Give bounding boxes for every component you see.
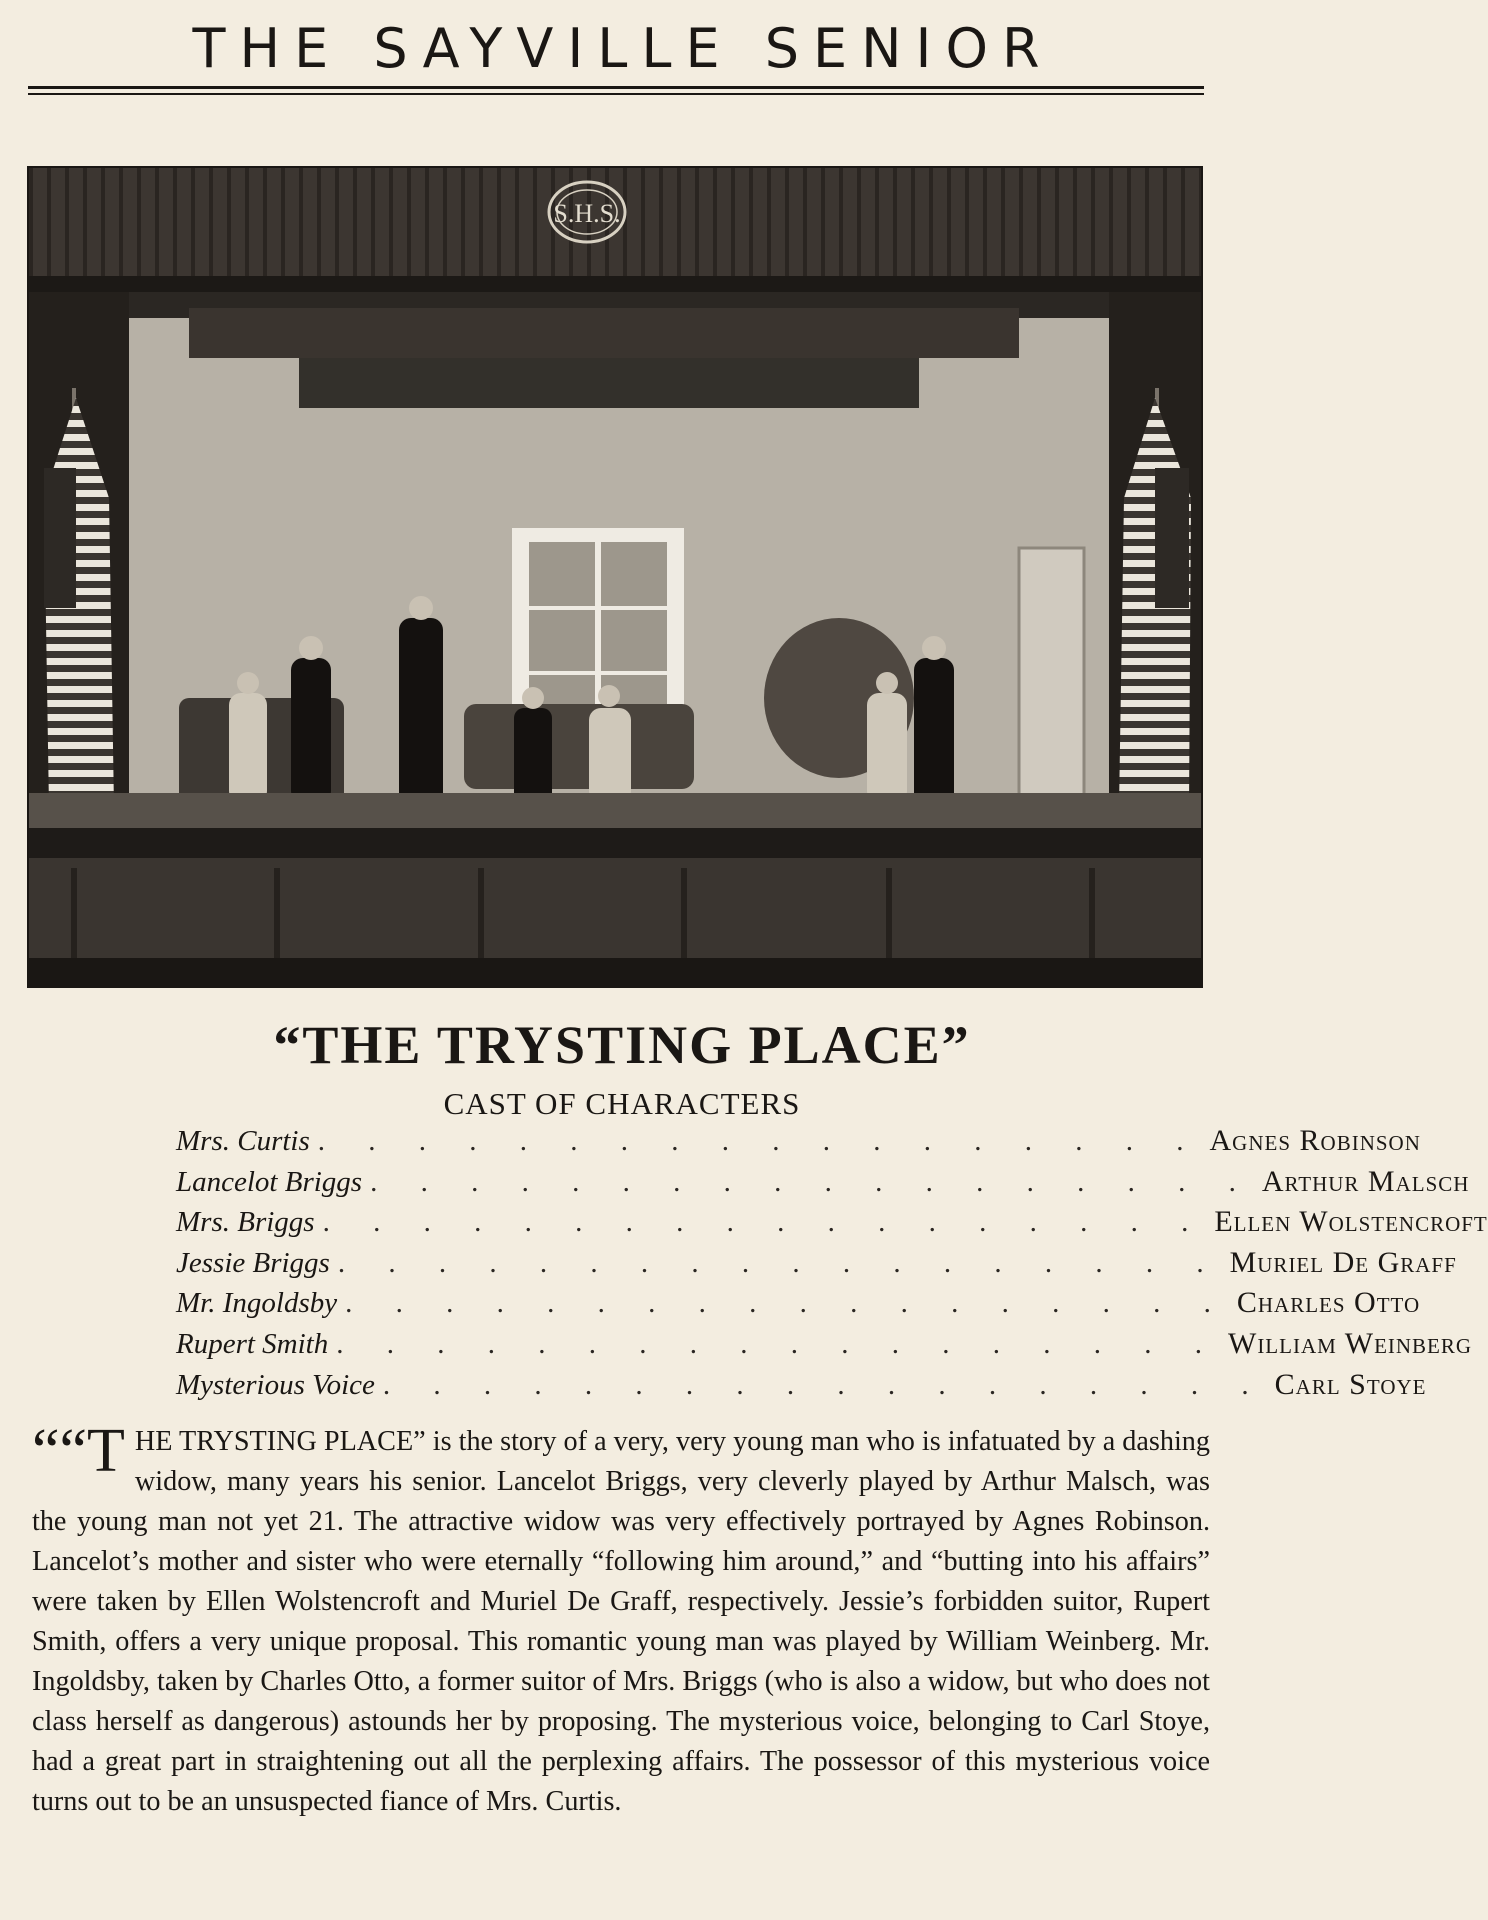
cast-list (176, 1124, 1488, 1408)
character-name: Mysterious Voice (176, 1368, 375, 1401)
header-rule-thick (28, 86, 1204, 89)
leader-dots: . . . . . . . . . . . . . . . . . . (370, 1165, 1254, 1198)
actor-name: Carl Stoye (1274, 1367, 1427, 1401)
cast-row (176, 1326, 1473, 1368)
actor-name: Arthur Malsch (1261, 1164, 1470, 1198)
monogram-text: S.H.S. (553, 199, 621, 228)
cast-row (176, 1205, 1488, 1246)
border-curtain-2 (299, 358, 919, 408)
stage-photograph (27, 166, 1203, 988)
leader-dots: . . . . . . . . . . . . . . . . . . (336, 1327, 1220, 1360)
actor-name: Ellen Wolstencroft (1214, 1205, 1488, 1239)
leader-dots: . . . . . . . . . . . . . . . . . . (322, 1206, 1207, 1239)
stage-floor (29, 793, 1201, 833)
character-name: Jessie Briggs (176, 1246, 330, 1279)
page-header (28, 14, 1204, 94)
leader-dots: . . . . . . . . . . . . . . . . . . (345, 1287, 1229, 1320)
cast-row (176, 1164, 1470, 1206)
story-paragraph (32, 1417, 1210, 1822)
cast-row (176, 1286, 1421, 1327)
actor-name: Agnes Robinson (1209, 1124, 1421, 1157)
leader-dots: . . . . . . . . . . . . . . . . . . (317, 1125, 1202, 1157)
character-name: Mrs. Briggs (176, 1206, 315, 1239)
cast-row (176, 1245, 1457, 1287)
wicker-settee-center (464, 704, 694, 789)
stage-edge (29, 828, 1201, 858)
cast-row (176, 1124, 1421, 1165)
stage-scene (29, 168, 1201, 986)
drop-cap: ““T (32, 1417, 125, 1485)
actor-name: William Weinberg (1228, 1326, 1473, 1360)
header-rule-thin (28, 93, 1204, 95)
leader-dots: . . . . . . . . . . . . . . . . . . (382, 1368, 1267, 1401)
character-name: Mrs. Curtis (176, 1125, 310, 1157)
play-title: “THE TRYSTING PLACE” (273, 1015, 971, 1075)
border-curtain-1 (189, 308, 1019, 358)
cast-row (176, 1367, 1427, 1409)
story-text: HE TRYSTING PLACE” is the story of a very, very young man who is infatuated by a dashing widow, many years his senior. Lancelot Briggs, very cleverly played by Arthur Malsch, was the young man not yet 21. The attractive widow was very effectively portrayed by Agnes Robinson. Lancelot’s mother and sister who were eternally “following him around,” and “butting into his affairs” were taken by Ellen Wolstencroft and Muriel De Graff, respectively. Jessie’s forbidden suitor, Rupert Smith, offers a very unique proposal. This romantic young man was played by William Weinberg. Mr. Ingoldsby, taken by Charles Otto, a former suitor of Mrs. Briggs (who is also a widow, but who does not class herself as dangerous) astounds her by proposing. The mysterious voice, belonging to Carl Stoye, had a great part in straightening out all the perplexing affairs. The possessor of this mysterious voice turns out to be an unsuspected fiance of Mrs. Curtis. (32, 1426, 1210, 1817)
leader-dots: . . . . . . . . . . . . . . . . . . (337, 1246, 1222, 1279)
character-name: Lancelot Briggs (176, 1165, 363, 1198)
actor-name: Charles Otto (1236, 1286, 1421, 1320)
side-door (1019, 548, 1084, 828)
cast-heading: CAST OF CHARACTERS (443, 1086, 801, 1121)
character-name: Rupert Smith (176, 1327, 329, 1360)
character-name: Mr. Ingoldsby (176, 1287, 338, 1320)
actor-name: Muriel De Graff (1229, 1245, 1457, 1279)
publication-title: THE SAYVILLE SENIOR (192, 17, 1054, 80)
